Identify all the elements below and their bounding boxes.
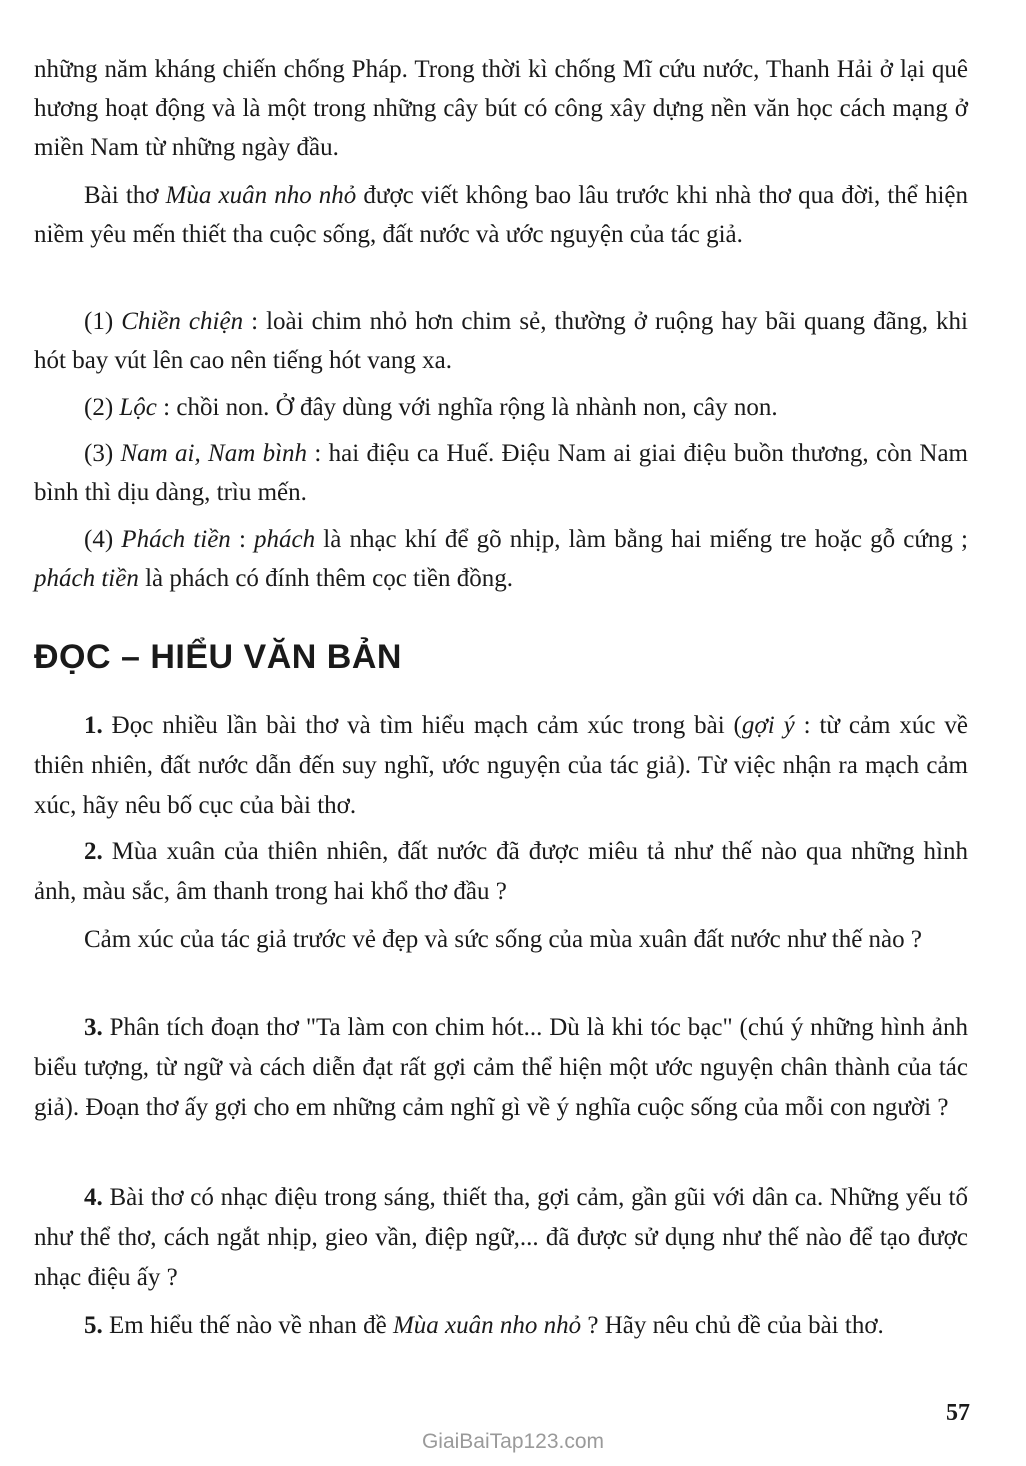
question-4: 4. Bài thơ có nhạc điệu trong sáng, thiết tha, gợi cảm, gần gũi với dân ca. Những yếu tố như thể thơ, cách ngắt nhịp, gieo vần, điệp ngữ,... đã được sử dụng như thế nào để tạo được nhạc điệu ấy ? bbox=[34, 1184, 968, 1291]
question-2: 2. Mùa xuân của thiên nhiên, đất nước đã được miêu tả như thế nào qua những hình ảnh, màu sắc, âm thanh trong hai khổ thơ đầu ? bbox=[34, 838, 968, 905]
note-term: Nam ai, Nam bình bbox=[120, 440, 308, 467]
note-1: (1) Chiền chiện : loài chim nhỏ hơn chim sẻ, thường ở ruộng hay bãi quang đãng, khi hót bay vút lên cao nên tiếng hót vang xa. bbox=[34, 308, 968, 374]
note-4: (4) Phách tiền : phách là nhạc khí để gõ nhịp, làm bằng hai miếng tre hoặc gỗ cứng ; phách tiền là phách có đính thêm cọc tiền đồng. bbox=[34, 526, 968, 592]
watermark: GiaiBaiTap123.com bbox=[421, 1430, 605, 1453]
intro-paragraph-poem: Bài thơ Mùa xuân nho nhỏ được viết không bao lâu trước khi nhà thơ qua đời, thể hiện niềm yêu mến thiết tha cuộc sống, đất nước và ước nguyện của tác giả. bbox=[34, 182, 968, 248]
poem-title: Mùa xuân nho nhỏ bbox=[165, 182, 357, 209]
note-term: Lộc bbox=[119, 394, 157, 421]
intro-paragraph-continued: những năm kháng chiến chống Pháp. Trong thời kì chống Mĩ cứu nước, Thanh Hải ở lại quê hương hoạt động và là một trong những cây bút có công xây dựng nền văn học cách mạng ở miền Nam từ những ngày đầu. bbox=[34, 56, 968, 161]
note-term: Chiền chiện bbox=[121, 308, 244, 335]
note-2: (2) Lộc : chồi non. Ở đây dùng với nghĩa rộng là nhành non, cây non. bbox=[84, 394, 778, 421]
note-term: phách bbox=[254, 526, 316, 553]
question-5: 5. Em hiểu thế nào về nhan đề Mùa xuân nho nhỏ ? Hãy nêu chủ đề của bài thơ. bbox=[84, 1312, 884, 1339]
page-number: 57 bbox=[946, 1400, 970, 1426]
poem-title: Mùa xuân nho nhỏ bbox=[392, 1312, 582, 1339]
note-3: (3) Nam ai, Nam bình : hai điệu ca Huế. Điệu Nam ai giai điệu buồn thương, còn Nam bình thì dịu dàng, trìu mến. bbox=[34, 440, 968, 506]
note-term: Phách tiền bbox=[121, 526, 231, 553]
hint-label: gợi ý bbox=[741, 712, 795, 739]
note-term: phách tiền bbox=[34, 565, 139, 592]
question-1: 1. Đọc nhiều lần bài thơ và tìm hiểu mạch cảm xúc trong bài (gợi ý : từ cảm xúc về thiên nhiên, đất nước dẫn đến suy nghĩ, ước nguyện của tác giả). Từ việc nhận ra mạch cảm xúc, hãy nêu bố cục của bài thơ. bbox=[34, 712, 968, 819]
section-heading: ĐỌC – HIỂU VĂN BẢN bbox=[34, 638, 402, 676]
question-2-follow-up: Cảm xúc của tác giả trước vẻ đẹp và sức sống của mùa xuân đất nước như thế nào ? bbox=[84, 926, 922, 953]
question-3: 3. Phân tích đoạn thơ "Ta làm con chim hót... Dù là khi tóc bạc" (chú ý những hình ảnh biểu tượng, từ ngữ và cách diễn đạt rất gợi cảm thể hiện một ước nguyện chân thành của tác giả). Đoạn thơ ấy gợi cho em những cảm nghĩ gì về ý nghĩa cuộc sống của mỗi con người ? bbox=[34, 1014, 968, 1121]
